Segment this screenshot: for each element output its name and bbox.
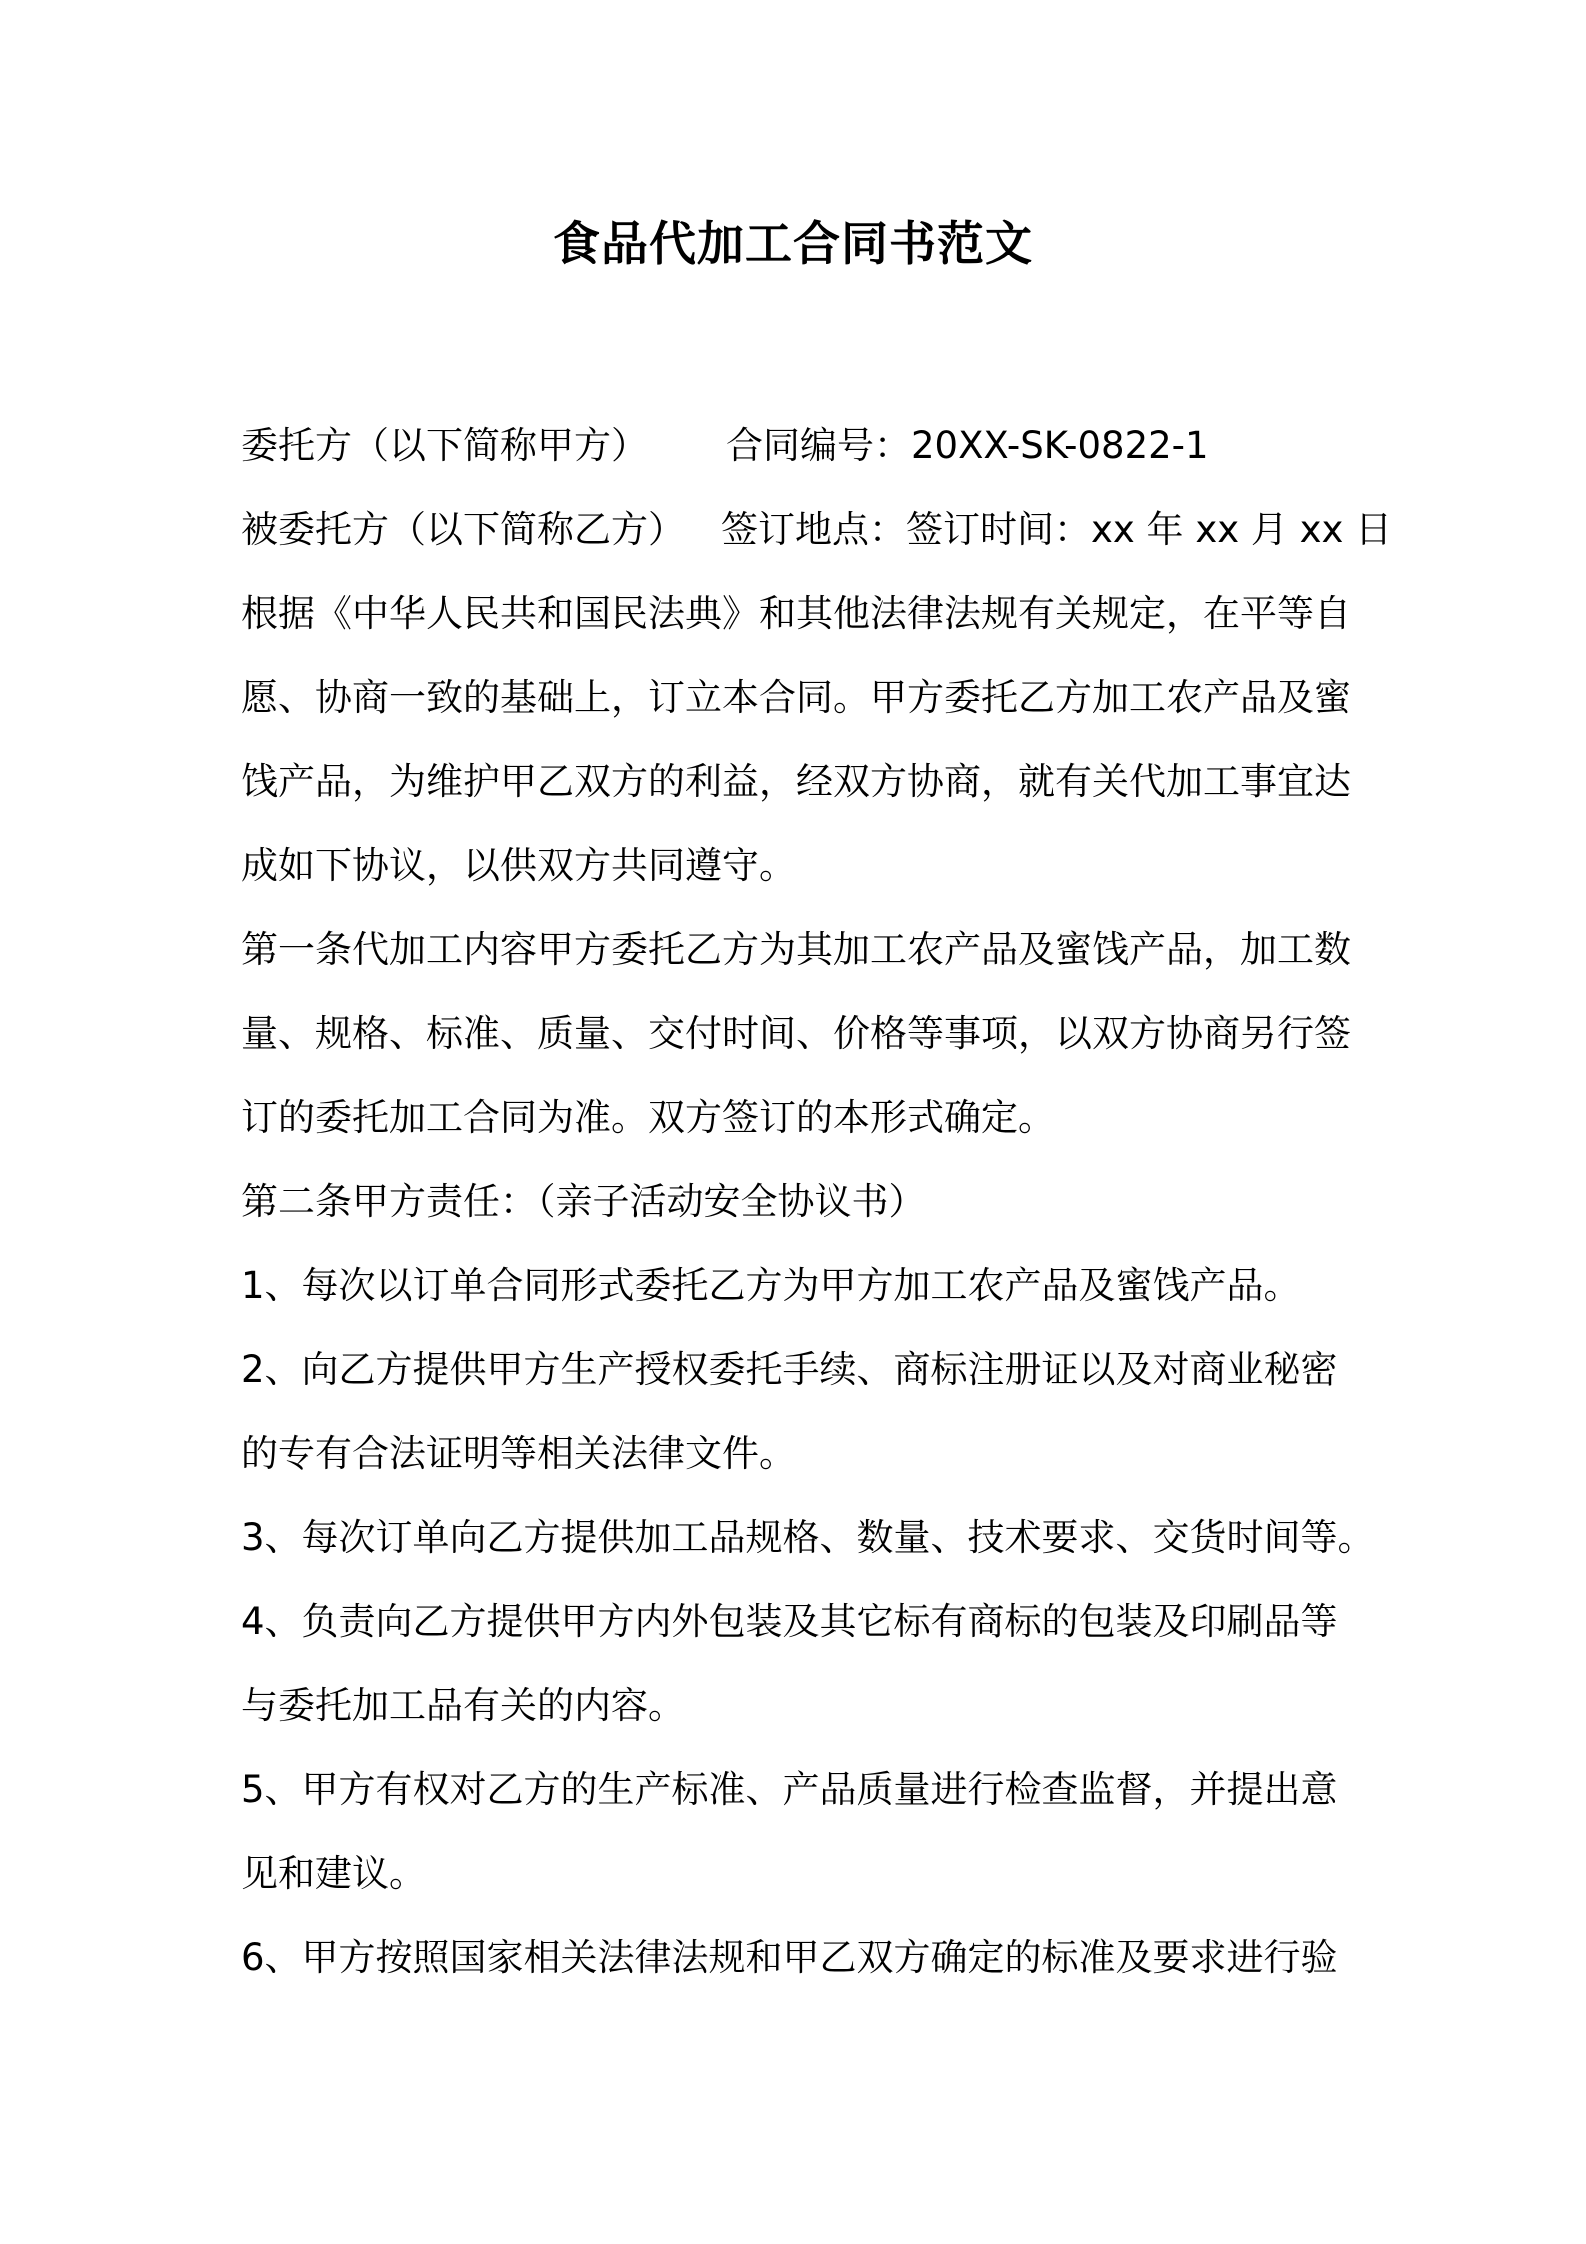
article-2-heading: 第二条甲方责任：（亲子活动安全协议书） — [241, 1180, 926, 1223]
list-item-5: 5、甲方有权对乙方的生产标准、产品质量进行检查监督，并提出意 — [241, 1768, 1338, 1811]
list-item-3: 3、每次订单向乙方提供加工品规格、数量、技术要求、交货时间等。 — [241, 1516, 1375, 1559]
document-title: 食品代加工合同书范文 — [553, 217, 1033, 272]
body-line: 订的委托加工合同为准。双方签订的本形式确定。 — [241, 1096, 1055, 1139]
client-label: 委托方（以下简称甲方） — [241, 424, 648, 467]
body-line: 愿、协商一致的基础上，订立本合同。甲方委托乙方加工农产品及蜜 — [241, 676, 1351, 719]
list-item-4: 4、负责向乙方提供甲方内外包装及其它标有商标的包装及印刷品等 — [241, 1600, 1338, 1643]
contract-number: 合同编号：20XX-SK-0822-1 — [726, 424, 1209, 467]
header-line-1 — [241, 404, 1381, 488]
article-1-line: 第一条代加工内容甲方委托乙方为其加工农产品及蜜饯产品，加工数 — [241, 928, 1351, 971]
list-item-2: 2、向乙方提供甲方生产授权委托手续、商标注册证以及对商业秘密 — [241, 1348, 1338, 1391]
contractor-label: 被委托方（以下简称乙方） — [241, 508, 685, 551]
sign-info: 签订地点：签订时间：xx 年 xx 月 xx 日 — [721, 508, 1393, 551]
list-item-2-cont: 的专有合法证明等相关法律文件。 — [241, 1432, 796, 1475]
body-line: 饯产品，为维护甲乙双方的利益，经双方协商，就有关代加工事宜达 — [241, 760, 1351, 803]
list-item-4-cont: 与委托加工品有关的内容。 — [241, 1684, 685, 1727]
document-body — [241, 404, 1393, 2000]
body-line: 根据《中华人民共和国民法典》和其他法律法规有关规定，在平等自 — [241, 592, 1351, 635]
list-item-5-cont: 见和建议。 — [241, 1852, 426, 1895]
list-item-6: 6、甲方按照国家相关法律法规和甲乙双方确定的标准及要求进行验 — [241, 1936, 1338, 1979]
body-line: 成如下协议，以供双方共同遵守。 — [241, 844, 796, 887]
body-line: 量、规格、标准、质量、交付时间、价格等事项，以双方协商另行签 — [241, 1012, 1351, 1055]
list-item-1: 1、每次以订单合同形式委托乙方为甲方加工农产品及蜜饯产品。 — [241, 1264, 1301, 1307]
header-line-2 — [241, 488, 1393, 572]
